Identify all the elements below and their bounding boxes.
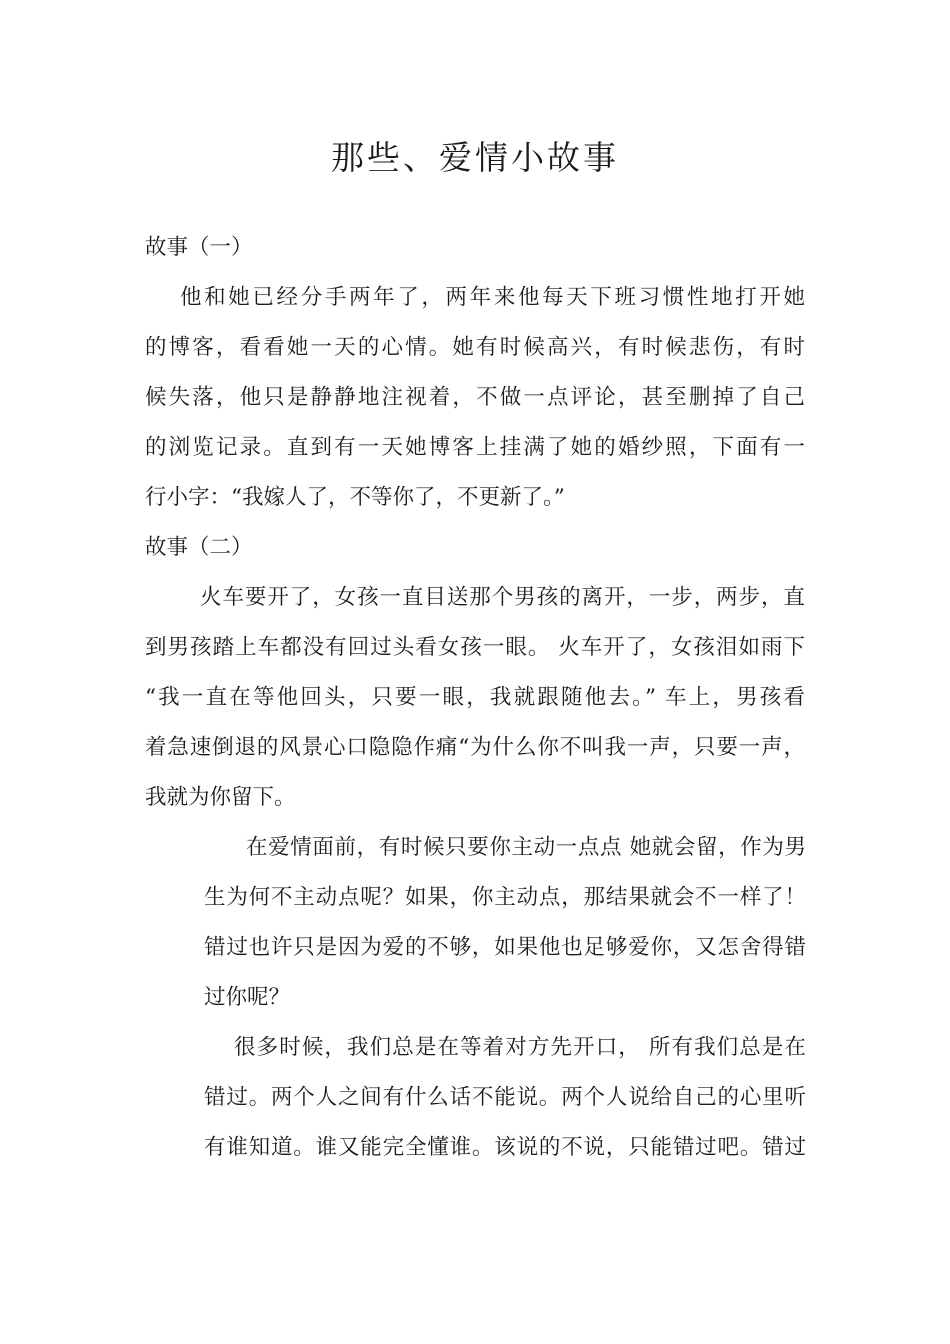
reflection2-line: 错过。两个人之间有什么话不能说。两个人说给自己的心里听 xyxy=(204,1085,806,1110)
story1-line: 他和她已经分手两年了，两年来他每天下班习惯性地打开她 xyxy=(180,285,805,310)
story1-line: 的博客，看看她一天的心情。她有时候高兴，有时候悲伤，有时 xyxy=(145,335,805,360)
story1-line: 候失落，他只是静静地注视着，不做一点评论，甚至删掉了自己 xyxy=(145,385,805,410)
reflection1-line: 生为何不主动点呢？如果，你主动点，那结果就会不一样了！ xyxy=(204,885,806,910)
reflection1-line: 在爱情面前，有时候只要你主动一点点 她就会留，作为男 xyxy=(246,835,806,860)
story2-line: “我一直在等他回头，只要一眼，我就跟随他去。” 车上，男孩看 xyxy=(145,685,805,710)
story2-heading: 故事（二） xyxy=(145,535,253,560)
story2-line: 到男孩踏上车都没有回过头看女孩一眼。 火车开了，女孩泪如雨下 xyxy=(145,635,805,660)
story2-line: 火车要开了，女孩一直目送那个男孩的离开，一步，两步，直 xyxy=(200,585,805,610)
reflection1-line: 过你呢？ xyxy=(204,985,291,1010)
reflection1-line: 错过也许只是因为爱的不够，如果他也足够爱你，又怎舍得错 xyxy=(204,935,806,960)
story1-line: 行小字：“我嫁人了，不等你了，不更新了。” xyxy=(145,485,565,510)
document-title: 那些、爱情小故事 xyxy=(331,138,619,177)
story1-heading: 故事（一） xyxy=(145,235,253,260)
story2-line: 我就为你留下。 xyxy=(145,785,296,810)
story1-line: 的浏览记录。直到有一天她博客上挂满了她的婚纱照，下面有一 xyxy=(145,435,805,460)
reflection2-line: 很多时候，我们总是在等着对方先开口， 所有我们总是在 xyxy=(234,1035,806,1060)
story2-line: 着急速倒退的风景心口隐隐作痛“为什么你不叫我一声，只要一声， xyxy=(145,735,805,760)
reflection2-line: 有谁知道。谁又能完全懂谁。该说的不说，只能错过吧。错过 xyxy=(204,1135,806,1160)
